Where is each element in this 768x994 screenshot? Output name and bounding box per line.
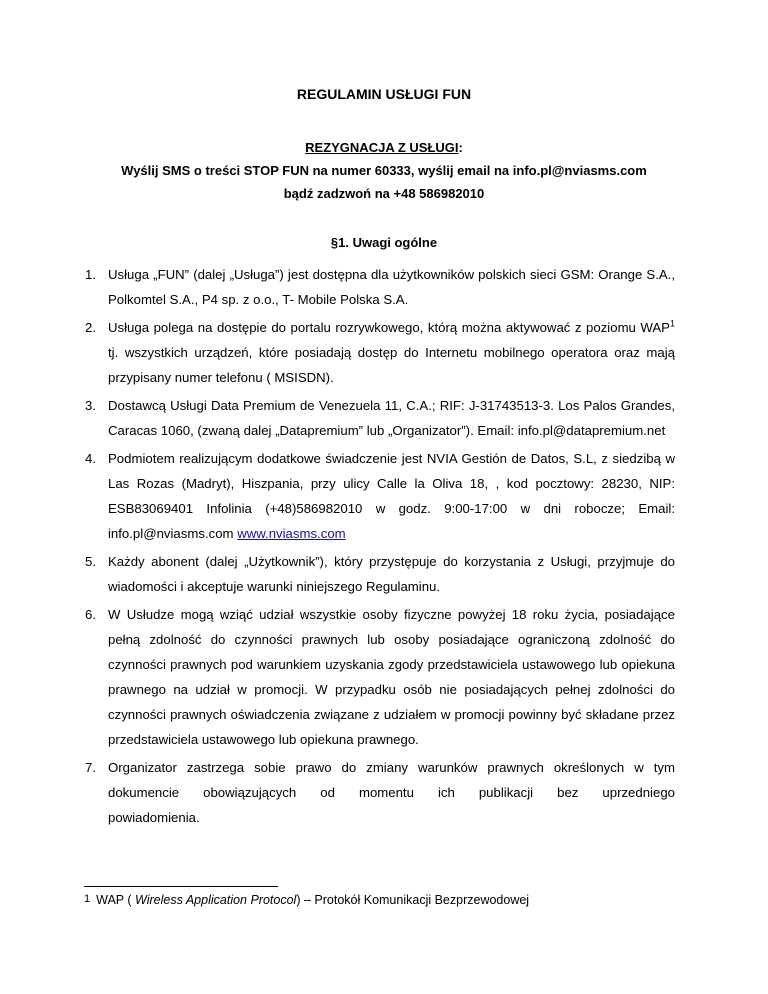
list-item-number: 3. bbox=[85, 398, 96, 413]
list-item-text: W Usłudze mogą wziąć udział wszystkie osoby fizyczne powyżej 18 roku życia, posiadające pełną zdolność do czynności prawnych lub osoby posiadające ograniczoną zdolność do czynności prawnych pod warunkiem uzyskania zgody przedstawiciela ustawowego lub opiekuna prawnego na udział w promocji. W przypadku osób nie posiadających pełnej zdolności do czynności prawnych oświadczenia związane z udziałem w promocji powinny być składane przez przedstawiciela ustawowego lub opiekuna prawnego. bbox=[108, 607, 675, 747]
section-title: §1. Uwagi ogólne bbox=[330, 235, 438, 250]
resignation-colon: : bbox=[458, 140, 463, 155]
list-item-number: 7. bbox=[85, 760, 96, 775]
document-title: REGULAMIN USŁUGI FUN bbox=[296, 86, 472, 102]
footnote-text: WAP ( bbox=[96, 893, 136, 907]
list-item-text: Organizator zastrzega sobie prawo do zmiany warunków prawnych określonych w tym dokumencie obowiązujących od momentu ich publikacji bez uprzedniego bbox=[108, 760, 675, 800]
list-item-number: 5. bbox=[85, 554, 96, 569]
resignation-heading-line bbox=[0, 136, 768, 159]
list-item bbox=[85, 602, 675, 752]
footnote-italic-text: Wireless Application Protocol bbox=[135, 893, 297, 907]
list-item-number: 2. bbox=[85, 320, 96, 335]
list-item-text: powiadomienia. bbox=[108, 810, 200, 825]
footnote-reference[interactable]: 1 bbox=[669, 318, 675, 329]
list-item-text: Usługa polega na dostępie do portalu rozrywkowego, którą można aktywować z poziomu WAP bbox=[108, 320, 670, 335]
list-item bbox=[85, 315, 675, 390]
footnote bbox=[84, 893, 529, 907]
list-item-text: Podmiotem realizującym dodatkowe świadczenie jest NVIA Gestión de Datos, S.L, z siedzibą w Las Rozas (Madryt), Hiszpania, przy ulicy Calle la Oliva 18, , kod pocztowy: 28230, NIP: ESB83069401 Infolinia (+48)586982010 w godz. 9:00-17:00 w dni robocze; Email: info.pl@nviasms.com bbox=[108, 451, 675, 541]
footnote-separator bbox=[84, 886, 278, 887]
footnote-number: 1 bbox=[84, 893, 91, 905]
list-item bbox=[85, 549, 675, 599]
list-item bbox=[85, 262, 675, 312]
resignation-block bbox=[0, 136, 768, 205]
resignation-heading: REZYGNACJA Z USŁUGI bbox=[305, 140, 459, 155]
list-item-number: 4. bbox=[85, 451, 96, 466]
general-terms-list bbox=[85, 262, 675, 833]
list-item-text: Usługa „FUN” (dalej „Usługa”) jest dostępna dla użytkowników polskich sieci GSM: Orange S.A., Polkomtel S.A., P4 sp. z o.o., T- Mobile Polska S.A. bbox=[108, 267, 675, 307]
nviasms-website-link[interactable]: www.nviasms.com bbox=[237, 526, 346, 541]
list-item bbox=[85, 393, 675, 443]
list-item-text: Dostawcą Usługi Data Premium de Venezuela 11, C.A.; RIF: J-31743513-3. Los Palos Grandes, Caracas 1060, (zwaną dalej „Datapremium” lub „Organizator”). Email: info.pl@datapremium.net bbox=[108, 398, 675, 438]
list-item bbox=[85, 446, 675, 546]
resignation-line-2: bądź zadzwoń na +48 586982010 bbox=[283, 186, 485, 201]
list-item-text: tj. wszystkich urządzeń, które posiadają dostęp do Internetu mobilnego operatora oraz mają przypisany numer telefonu ( MSISDN). bbox=[108, 345, 675, 385]
resignation-line-1: Wyślij SMS o treści STOP FUN na numer 60333, wyślij email na info.pl@nviasms.com bbox=[121, 163, 647, 178]
list-item-text: Każdy abonent (dalej „Użytkownik”), który przystępuje do korzystania z Usługi, przyjmuje do wiadomości i akceptuje warunki niniejszego Regulaminu. bbox=[108, 554, 675, 594]
footnote-text: ) – Protokół Komunikacji Bezprzewodowej bbox=[296, 893, 530, 907]
list-item-number: 1. bbox=[85, 267, 96, 282]
list-item-number: 6. bbox=[85, 607, 96, 622]
list-item bbox=[85, 755, 675, 830]
